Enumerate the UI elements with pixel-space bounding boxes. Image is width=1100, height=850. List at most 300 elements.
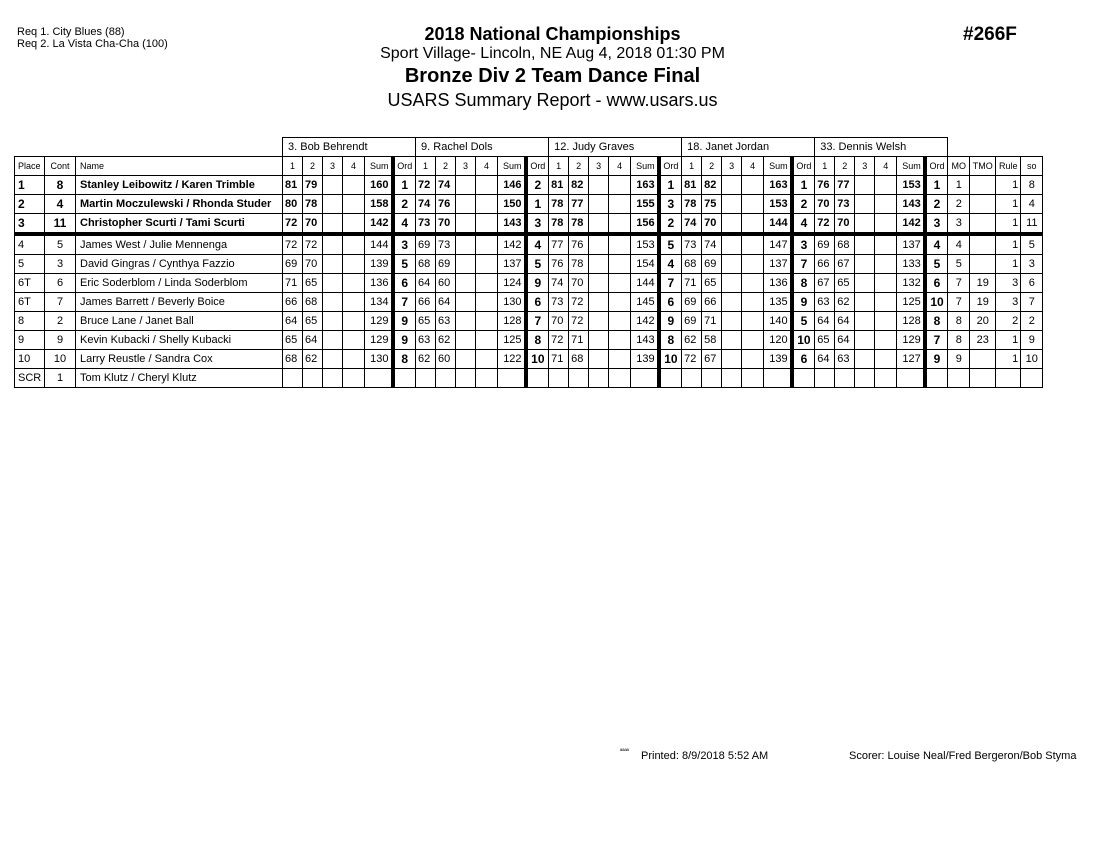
column-header-ord: Ord (925, 157, 948, 176)
contestant-number: 11 (45, 214, 76, 235)
mark-3 (456, 195, 476, 214)
mark-1: 68 (283, 350, 303, 369)
ordinal-cell (659, 369, 682, 388)
mark-3 (323, 195, 343, 214)
mark-2 (436, 369, 456, 388)
column-header-mark: 1 (815, 157, 835, 176)
mark-2: 70 (436, 214, 456, 235)
rule-cell: 2 (996, 312, 1021, 331)
mark-4 (343, 274, 365, 293)
column-header-mark: 4 (609, 157, 631, 176)
sum-cell: 140 (764, 312, 792, 331)
mark-1: 72 (283, 214, 303, 235)
sum-cell: 134 (365, 293, 393, 312)
ordinal-cell: 7 (526, 312, 549, 331)
mark-3 (722, 293, 742, 312)
mark-1: 69 (682, 312, 702, 331)
ordinal-cell: 6 (393, 274, 416, 293)
mark-2: 69 (436, 255, 456, 274)
mark-1: 64 (416, 274, 436, 293)
mark-2: 76 (569, 234, 589, 255)
judge-name: 33. Dennis Welsh (815, 138, 948, 157)
column-header-sum: Sum (498, 157, 526, 176)
mark-4 (343, 293, 365, 312)
ordinal-cell: 1 (526, 195, 549, 214)
mark-2: 70 (569, 274, 589, 293)
mark-1: 78 (549, 195, 569, 214)
contestant-number: 7 (45, 293, 76, 312)
sum-cell: 130 (498, 293, 526, 312)
rule-cell: 1 (996, 255, 1021, 274)
mark-1: 65 (416, 312, 436, 331)
sum-cell (764, 369, 792, 388)
mark-1: 72 (682, 350, 702, 369)
mark-4 (875, 350, 897, 369)
column-header-cont: Cont (45, 157, 76, 176)
column-header-rule: Rule (996, 157, 1021, 176)
mark-1: 63 (416, 331, 436, 350)
column-header-tmo: TMO (970, 157, 996, 176)
mark-2: 64 (303, 331, 323, 350)
mark-1: 72 (283, 234, 303, 255)
column-header-ord: Ord (526, 157, 549, 176)
mark-3 (456, 274, 476, 293)
mark-3 (722, 214, 742, 235)
mark-4 (875, 195, 897, 214)
sum-cell (498, 369, 526, 388)
column-header-ord: Ord (393, 157, 416, 176)
mark-4 (343, 331, 365, 350)
printed-timestamp: Printed: 8/9/2018 5:52 AM (641, 750, 769, 762)
mark-4 (476, 234, 498, 255)
sum-cell: 129 (365, 312, 393, 331)
place-cell: 9 (15, 331, 45, 350)
mark-4 (609, 214, 631, 235)
contestant-number: 9 (45, 331, 76, 350)
column-header-mark: 4 (742, 157, 764, 176)
mark-2: 74 (702, 234, 722, 255)
mark-2: 67 (702, 350, 722, 369)
sum-cell: 150 (498, 195, 526, 214)
mark-4 (742, 214, 764, 235)
sum-cell: 129 (365, 331, 393, 350)
mark-2: 68 (569, 350, 589, 369)
ordinal-cell: 5 (393, 255, 416, 274)
couple-name: Bruce Lane / Janet Ball (76, 312, 283, 331)
mark-3 (722, 195, 742, 214)
ordinal-cell: 4 (792, 214, 815, 235)
column-header-sum: Sum (365, 157, 393, 176)
mark-4 (875, 214, 897, 235)
ordinal-cell: 9 (659, 312, 682, 331)
mark-4 (875, 234, 897, 255)
mark-1: 64 (815, 350, 835, 369)
sum-cell: 153 (764, 195, 792, 214)
mark-2: 70 (303, 214, 323, 235)
sum-cell: 122 (498, 350, 526, 369)
mark-4 (875, 293, 897, 312)
column-header-row (15, 157, 1043, 176)
sum-cell: 153 (631, 234, 659, 255)
result-row (15, 274, 1043, 293)
event-number: #266F (963, 24, 1017, 45)
mark-1: 64 (815, 312, 835, 331)
ordinal-cell: 3 (659, 195, 682, 214)
report-title: 2018 National Championships (424, 24, 681, 44)
couple-name: James West / Julie Mennenga (76, 234, 283, 255)
mark-3 (456, 293, 476, 312)
ordinal-cell: 4 (526, 234, 549, 255)
result-row (15, 350, 1043, 369)
sum-cell: 143 (897, 195, 925, 214)
mark-4 (476, 369, 498, 388)
sum-cell: 120 (764, 331, 792, 350)
mark-2: 72 (569, 312, 589, 331)
place-cell: 6T (15, 274, 45, 293)
sum-cell: 153 (897, 176, 925, 195)
judge-name: 3. Bob Behrendt (283, 138, 416, 157)
mark-2: 78 (569, 255, 589, 274)
mark-1: 73 (549, 293, 569, 312)
mark-2: 77 (835, 176, 855, 195)
mo-cell: 8 (948, 312, 970, 331)
sum-cell: 135 (764, 293, 792, 312)
mark-1 (416, 369, 436, 388)
so-cell: 11 (1021, 214, 1043, 235)
ordinal-cell: 2 (659, 214, 682, 235)
mark-4 (609, 195, 631, 214)
mark-4 (742, 255, 764, 274)
mark-4 (609, 176, 631, 195)
place-cell: 4 (15, 234, 45, 255)
results-table (14, 137, 1043, 388)
ordinal-cell: 6 (792, 350, 815, 369)
result-row (15, 331, 1043, 350)
mark-4 (476, 176, 498, 195)
so-cell: 7 (1021, 293, 1043, 312)
sum-cell: 145 (631, 293, 659, 312)
mark-2: 70 (835, 214, 855, 235)
ordinal-cell: 2 (925, 195, 948, 214)
sum-cell: 154 (631, 255, 659, 274)
column-header-name: Name (76, 157, 283, 176)
sum-cell (365, 369, 393, 388)
mark-3 (722, 369, 742, 388)
mark-1: 72 (416, 176, 436, 195)
sum-cell: 128 (897, 312, 925, 331)
sum-cell: 139 (764, 350, 792, 369)
sum-cell: 143 (498, 214, 526, 235)
mark-1: 72 (815, 214, 835, 235)
mark-2: 65 (303, 274, 323, 293)
judge-name: 12. Judy Graves (549, 138, 682, 157)
sum-cell: 143 (631, 331, 659, 350)
judge-name: 9. Rachel Dols (416, 138, 549, 157)
mark-4 (343, 312, 365, 331)
place-cell: 1 (15, 176, 45, 195)
column-header-mark: 2 (702, 157, 722, 176)
mark-3 (722, 255, 742, 274)
mark-2: 72 (303, 234, 323, 255)
contestant-number: 10 (45, 350, 76, 369)
mark-1: 71 (283, 274, 303, 293)
ordinal-cell: 7 (393, 293, 416, 312)
column-header-mark: 3 (323, 157, 343, 176)
sum-cell: 142 (498, 234, 526, 255)
mark-4 (609, 331, 631, 350)
ordinal-cell: 8 (393, 350, 416, 369)
mark-3 (589, 350, 609, 369)
sum-cell: 136 (764, 274, 792, 293)
mark-2: 65 (303, 312, 323, 331)
column-header-mark: 1 (682, 157, 702, 176)
tmo-cell: 23 (970, 331, 996, 350)
ordinal-cell: 5 (659, 234, 682, 255)
sum-cell: 137 (897, 234, 925, 255)
mark-1: 74 (682, 214, 702, 235)
tmo-cell: 19 (970, 274, 996, 293)
mark-3 (722, 350, 742, 369)
column-header-so: so (1021, 157, 1043, 176)
ordinal-cell: 1 (792, 176, 815, 195)
ordinal-cell: 9 (393, 312, 416, 331)
mark-1 (815, 369, 835, 388)
column-header-mark: 3 (456, 157, 476, 176)
mark-3 (722, 274, 742, 293)
sum-cell: 127 (897, 350, 925, 369)
sum-cell: 142 (365, 214, 393, 235)
rule-cell: 1 (996, 331, 1021, 350)
mark-1: 62 (416, 350, 436, 369)
column-header-mark: 1 (416, 157, 436, 176)
result-row (15, 176, 1043, 195)
ordinal-cell (925, 369, 948, 388)
so-cell: 2 (1021, 312, 1043, 331)
mark-1: 71 (682, 274, 702, 293)
mark-2: 69 (702, 255, 722, 274)
mark-3 (456, 312, 476, 331)
mark-1: 74 (549, 274, 569, 293)
request-line-1: Req 1. City Blues (88) (17, 26, 125, 38)
mark-1: 69 (682, 293, 702, 312)
ordinal-cell: 3 (925, 214, 948, 235)
mark-4 (343, 214, 365, 235)
mark-4 (742, 274, 764, 293)
mark-1: 65 (815, 331, 835, 350)
place-cell: SCR (15, 369, 45, 388)
so-cell (1021, 369, 1043, 388)
sum-cell: 163 (764, 176, 792, 195)
mark-3 (589, 312, 609, 331)
mark-1: 73 (682, 234, 702, 255)
mo-cell: 5 (948, 255, 970, 274)
ordinal-cell: 1 (659, 176, 682, 195)
mark-3 (456, 214, 476, 235)
ordinal-cell (526, 369, 549, 388)
mark-4 (742, 350, 764, 369)
mo-cell: 7 (948, 274, 970, 293)
sum-cell: 155 (631, 195, 659, 214)
sum-cell: 144 (764, 214, 792, 235)
contestant-number: 1 (45, 369, 76, 388)
couple-name: Kevin Kubacki / Shelly Kubacki (76, 331, 283, 350)
mark-2: 75 (702, 195, 722, 214)
rule-cell: 3 (996, 274, 1021, 293)
report-name: USARS Summary Report - www.usars.us (387, 90, 718, 110)
mark-2: 70 (702, 214, 722, 235)
column-header-ord: Ord (659, 157, 682, 176)
sum-cell: 144 (631, 274, 659, 293)
sum-cell: 160 (365, 176, 393, 195)
mark-3 (855, 369, 875, 388)
mark-3 (456, 234, 476, 255)
mark-4 (476, 274, 498, 293)
ordinal-cell: 10 (526, 350, 549, 369)
mo-cell (948, 369, 970, 388)
mark-2: 74 (436, 176, 456, 195)
mark-3 (456, 369, 476, 388)
mark-3 (589, 176, 609, 195)
mark-2 (303, 369, 323, 388)
mark-1: 76 (549, 255, 569, 274)
column-header-mark: 3 (855, 157, 875, 176)
ordinal-cell: 4 (393, 214, 416, 235)
rule-cell: 1 (996, 214, 1021, 235)
mark-3 (456, 331, 476, 350)
mark-2: 78 (569, 214, 589, 235)
ordinal-cell: 10 (925, 293, 948, 312)
mark-3 (589, 274, 609, 293)
mark-4 (476, 350, 498, 369)
mo-cell: 9 (948, 350, 970, 369)
mark-1: 81 (682, 176, 702, 195)
mark-2: 77 (569, 195, 589, 214)
ordinal-cell: 3 (393, 234, 416, 255)
mark-3 (855, 293, 875, 312)
ordinal-cell: 2 (526, 176, 549, 195)
mark-1: 70 (815, 195, 835, 214)
ordinal-cell: 9 (393, 331, 416, 350)
couple-name: Martin Moczulewski / Rhonda Studer (76, 195, 283, 214)
sum-cell: 124 (498, 274, 526, 293)
mark-1: 81 (549, 176, 569, 195)
couple-name: Eric Soderblom / Linda Soderblom (76, 274, 283, 293)
mark-3 (855, 331, 875, 350)
ordinal-cell: 10 (792, 331, 815, 350)
mark-3 (323, 350, 343, 369)
column-header-mo: MO (948, 157, 970, 176)
sum-cell: 147 (764, 234, 792, 255)
ordinal-cell: 7 (925, 331, 948, 350)
mark-3 (722, 176, 742, 195)
couple-name: Christopher Scurti / Tami Scurti (76, 214, 283, 235)
contestant-number: 5 (45, 234, 76, 255)
sum-cell: 125 (498, 331, 526, 350)
sum-cell: 130 (365, 350, 393, 369)
mark-1: 68 (682, 255, 702, 274)
sum-cell: 132 (897, 274, 925, 293)
so-cell: 5 (1021, 234, 1043, 255)
tmo-cell (970, 369, 996, 388)
mo-cell: 3 (948, 214, 970, 235)
result-row (15, 234, 1043, 255)
ordinal-cell (393, 369, 416, 388)
sum-cell: 137 (764, 255, 792, 274)
mark-1 (682, 369, 702, 388)
mo-cell: 2 (948, 195, 970, 214)
result-row (15, 312, 1043, 331)
mark-3 (323, 293, 343, 312)
sum-cell: 139 (631, 350, 659, 369)
mark-3 (589, 331, 609, 350)
place-cell: 10 (15, 350, 45, 369)
ordinal-cell: 3 (526, 214, 549, 235)
so-cell: 6 (1021, 274, 1043, 293)
mark-2: 79 (303, 176, 323, 195)
mark-4 (609, 293, 631, 312)
column-header-mark: 3 (722, 157, 742, 176)
sum-cell: 142 (631, 312, 659, 331)
mark-2: 60 (436, 350, 456, 369)
mark-2: 66 (702, 293, 722, 312)
sum-cell: 163 (631, 176, 659, 195)
sum-cell: 158 (365, 195, 393, 214)
couple-name: Tom Klutz / Cheryl Klutz (76, 369, 283, 388)
mark-3 (855, 312, 875, 331)
column-header-mark: 4 (476, 157, 498, 176)
mark-2: 68 (303, 293, 323, 312)
couple-name: James Barrett / Beverly Boice (76, 293, 283, 312)
mark-4 (609, 312, 631, 331)
header-spacer (948, 138, 1043, 157)
tmo-cell (970, 195, 996, 214)
couple-name: Larry Reustle / Sandra Cox (76, 350, 283, 369)
mark-4 (875, 331, 897, 350)
mark-3 (722, 234, 742, 255)
mark-1: 78 (682, 195, 702, 214)
sum-cell: 129 (897, 331, 925, 350)
ordinal-cell: 9 (925, 350, 948, 369)
rule-cell (996, 369, 1021, 388)
ordinal-cell: 4 (659, 255, 682, 274)
mark-2: 58 (702, 331, 722, 350)
ordinal-cell: 4 (925, 234, 948, 255)
mark-1: 63 (815, 293, 835, 312)
column-header-mark: 2 (303, 157, 323, 176)
sum-cell: 156 (631, 214, 659, 235)
ordinal-cell: 3 (792, 234, 815, 255)
mark-4 (609, 369, 631, 388)
mark-4 (343, 255, 365, 274)
mark-3 (323, 176, 343, 195)
rule-cell: 1 (996, 195, 1021, 214)
mark-4 (343, 350, 365, 369)
mark-3 (855, 255, 875, 274)
ordinal-cell: 9 (526, 274, 549, 293)
mo-cell: 7 (948, 293, 970, 312)
ordinal-cell: 7 (792, 255, 815, 274)
so-cell: 4 (1021, 195, 1043, 214)
ordinal-cell: 2 (792, 195, 815, 214)
mark-2: 60 (436, 274, 456, 293)
ordinal-cell: 9 (792, 293, 815, 312)
mark-1: 73 (416, 214, 436, 235)
ordinal-cell: 8 (925, 312, 948, 331)
mark-3 (855, 274, 875, 293)
result-row (15, 195, 1043, 214)
mark-4 (742, 369, 764, 388)
mark-1: 69 (815, 234, 835, 255)
